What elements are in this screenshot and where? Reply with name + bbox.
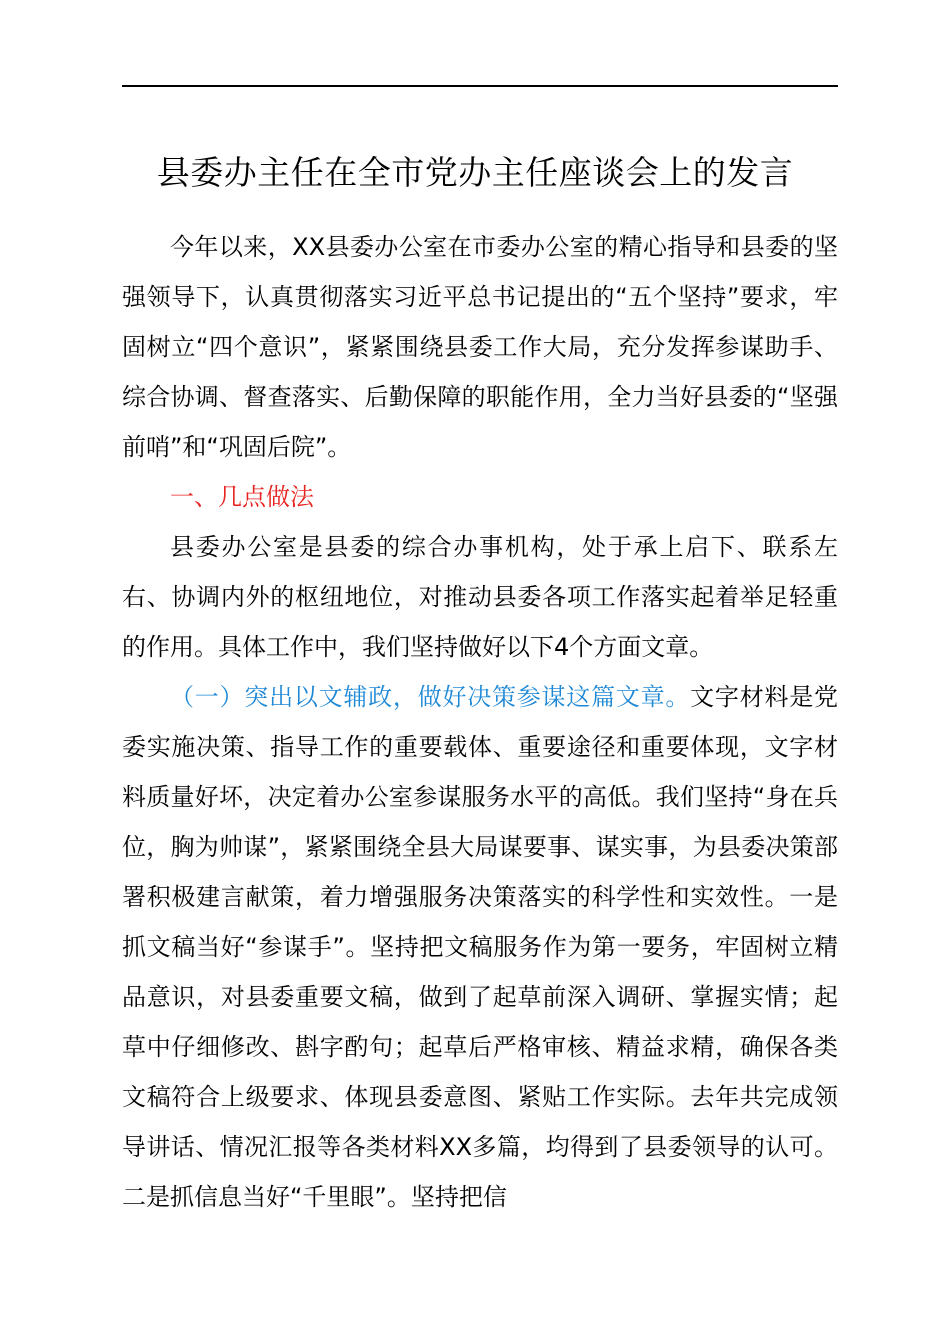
header-rule bbox=[122, 85, 838, 87]
document-body bbox=[122, 222, 838, 1222]
subsection-paragraph bbox=[122, 672, 838, 1222]
document-title: 县委办主任在全市党办主任座谈会上的发言 bbox=[156, 153, 794, 192]
section-heading: 一、几点做法 bbox=[170, 483, 314, 511]
intro-paragraph: 今年以来，XX县委办公室在市委办公室的精心指导和县委的坚强领导下，认真贯彻落实习近平总书记提出的“五个坚持”要求，牢固树立“四个意识”，紧紧围绕县委工作大局，充分发挥参谋助手、综合协调、督查落实、后勤保障的职能作用，全力当好县委的“坚强前哨”和“巩固后院”。 bbox=[122, 233, 838, 461]
section-paragraph: 县委办公室是县委的综合办事机构，处于承上启下、联系左右、协调内外的枢纽地位，对推动县委各项工作落实起着举足轻重的作用。具体工作中，我们坚持做好以下4个方面文章。 bbox=[122, 533, 838, 661]
subsection-text: 文字材料是党委实施决策、指导工作的重要载体、重要途径和重要体现，文字材料质量好坏，决定着办公室参谋服务水平的高低。我们坚持“身在兵位，胸为帅谋”，紧紧围绕全县大局谋要事、谋实事，为县委决策部署积极建言献策，着力增强服务决策落实的科学性和实效性。一是抓文稿当好“参谋手”。坚持把文稿服务作为第一要务，牢固树立精品意识，对县委重要文稿，做到了起草前深入调研、掌握实情；起草中仔细修改、斟字酌句；起草后严格审核、精益求精，确保各类文稿符合上级要求、体现县委意图、紧贴工作实际。去年共完成领导讲话、情况汇报等各类材料XX多篇，均得到了县委领导的认可。二是抓信息当好“千里眼”。坚持把信 bbox=[122, 683, 839, 1211]
subsection-heading: （一）突出以文辅政，做好决策参谋这篇文章。 bbox=[170, 683, 691, 711]
